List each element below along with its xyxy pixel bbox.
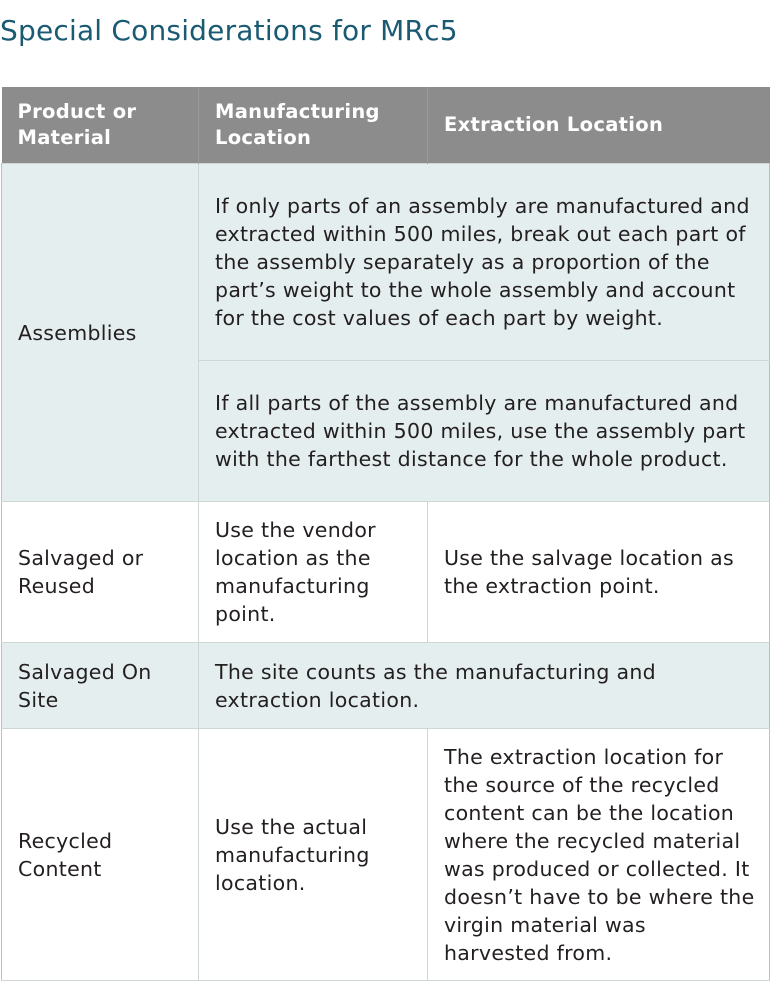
- product-cell-assemblies: Assemblies: [2, 164, 199, 502]
- considerations-table: [1, 87, 770, 981]
- table-row-assemblies: [2, 164, 770, 361]
- manufacturing-cell-salvaged-or-reused: Use the vendor location as the manufacturing point.: [199, 502, 428, 643]
- assemblies-note-all: If all parts of the assembly are manufactured and extracted within 500 miles, use the assembly part with the farthest distance for the whole product.: [199, 361, 770, 502]
- header-product-or-material: Product or Material: [2, 87, 199, 164]
- extraction-cell-salvaged-or-reused: Use the salvage location as the extraction point.: [428, 502, 770, 643]
- header-manufacturing-location: Manufacturing Location: [199, 87, 428, 164]
- table-row-salvaged-on-site: [2, 643, 770, 729]
- extraction-cell-recycled-content: The extraction location for the source of the recycled content can be the location where the recycled material was produced or collected. It doesn’t have to be where the virgin material was harvested from.: [428, 729, 770, 981]
- table-row-salvaged-or-reused: [2, 502, 770, 643]
- table-row-recycled-content: [2, 729, 770, 981]
- combined-cell-salvaged-on-site: The site counts as the manufacturing and extraction location.: [199, 643, 770, 729]
- manufacturing-cell-recycled-content: Use the actual manufacturing location.: [199, 729, 428, 981]
- page-title: Special Considerations for MRc5: [0, 14, 458, 47]
- product-cell-salvaged-on-site: Salvaged On Site: [2, 643, 199, 729]
- table-header-row: [2, 87, 770, 164]
- product-cell-salvaged-or-reused: Salvaged or Reused: [2, 502, 199, 643]
- product-cell-recycled-content: Recycled Content: [2, 729, 199, 981]
- header-extraction-location: Extraction Location: [428, 87, 770, 164]
- assemblies-note-partial: If only parts of an assembly are manufactured and extracted within 500 miles, break out each part of the assembly separately as a proportion of the part’s weight to the whole assembly and account for the cost values of each part by weight.: [199, 164, 770, 361]
